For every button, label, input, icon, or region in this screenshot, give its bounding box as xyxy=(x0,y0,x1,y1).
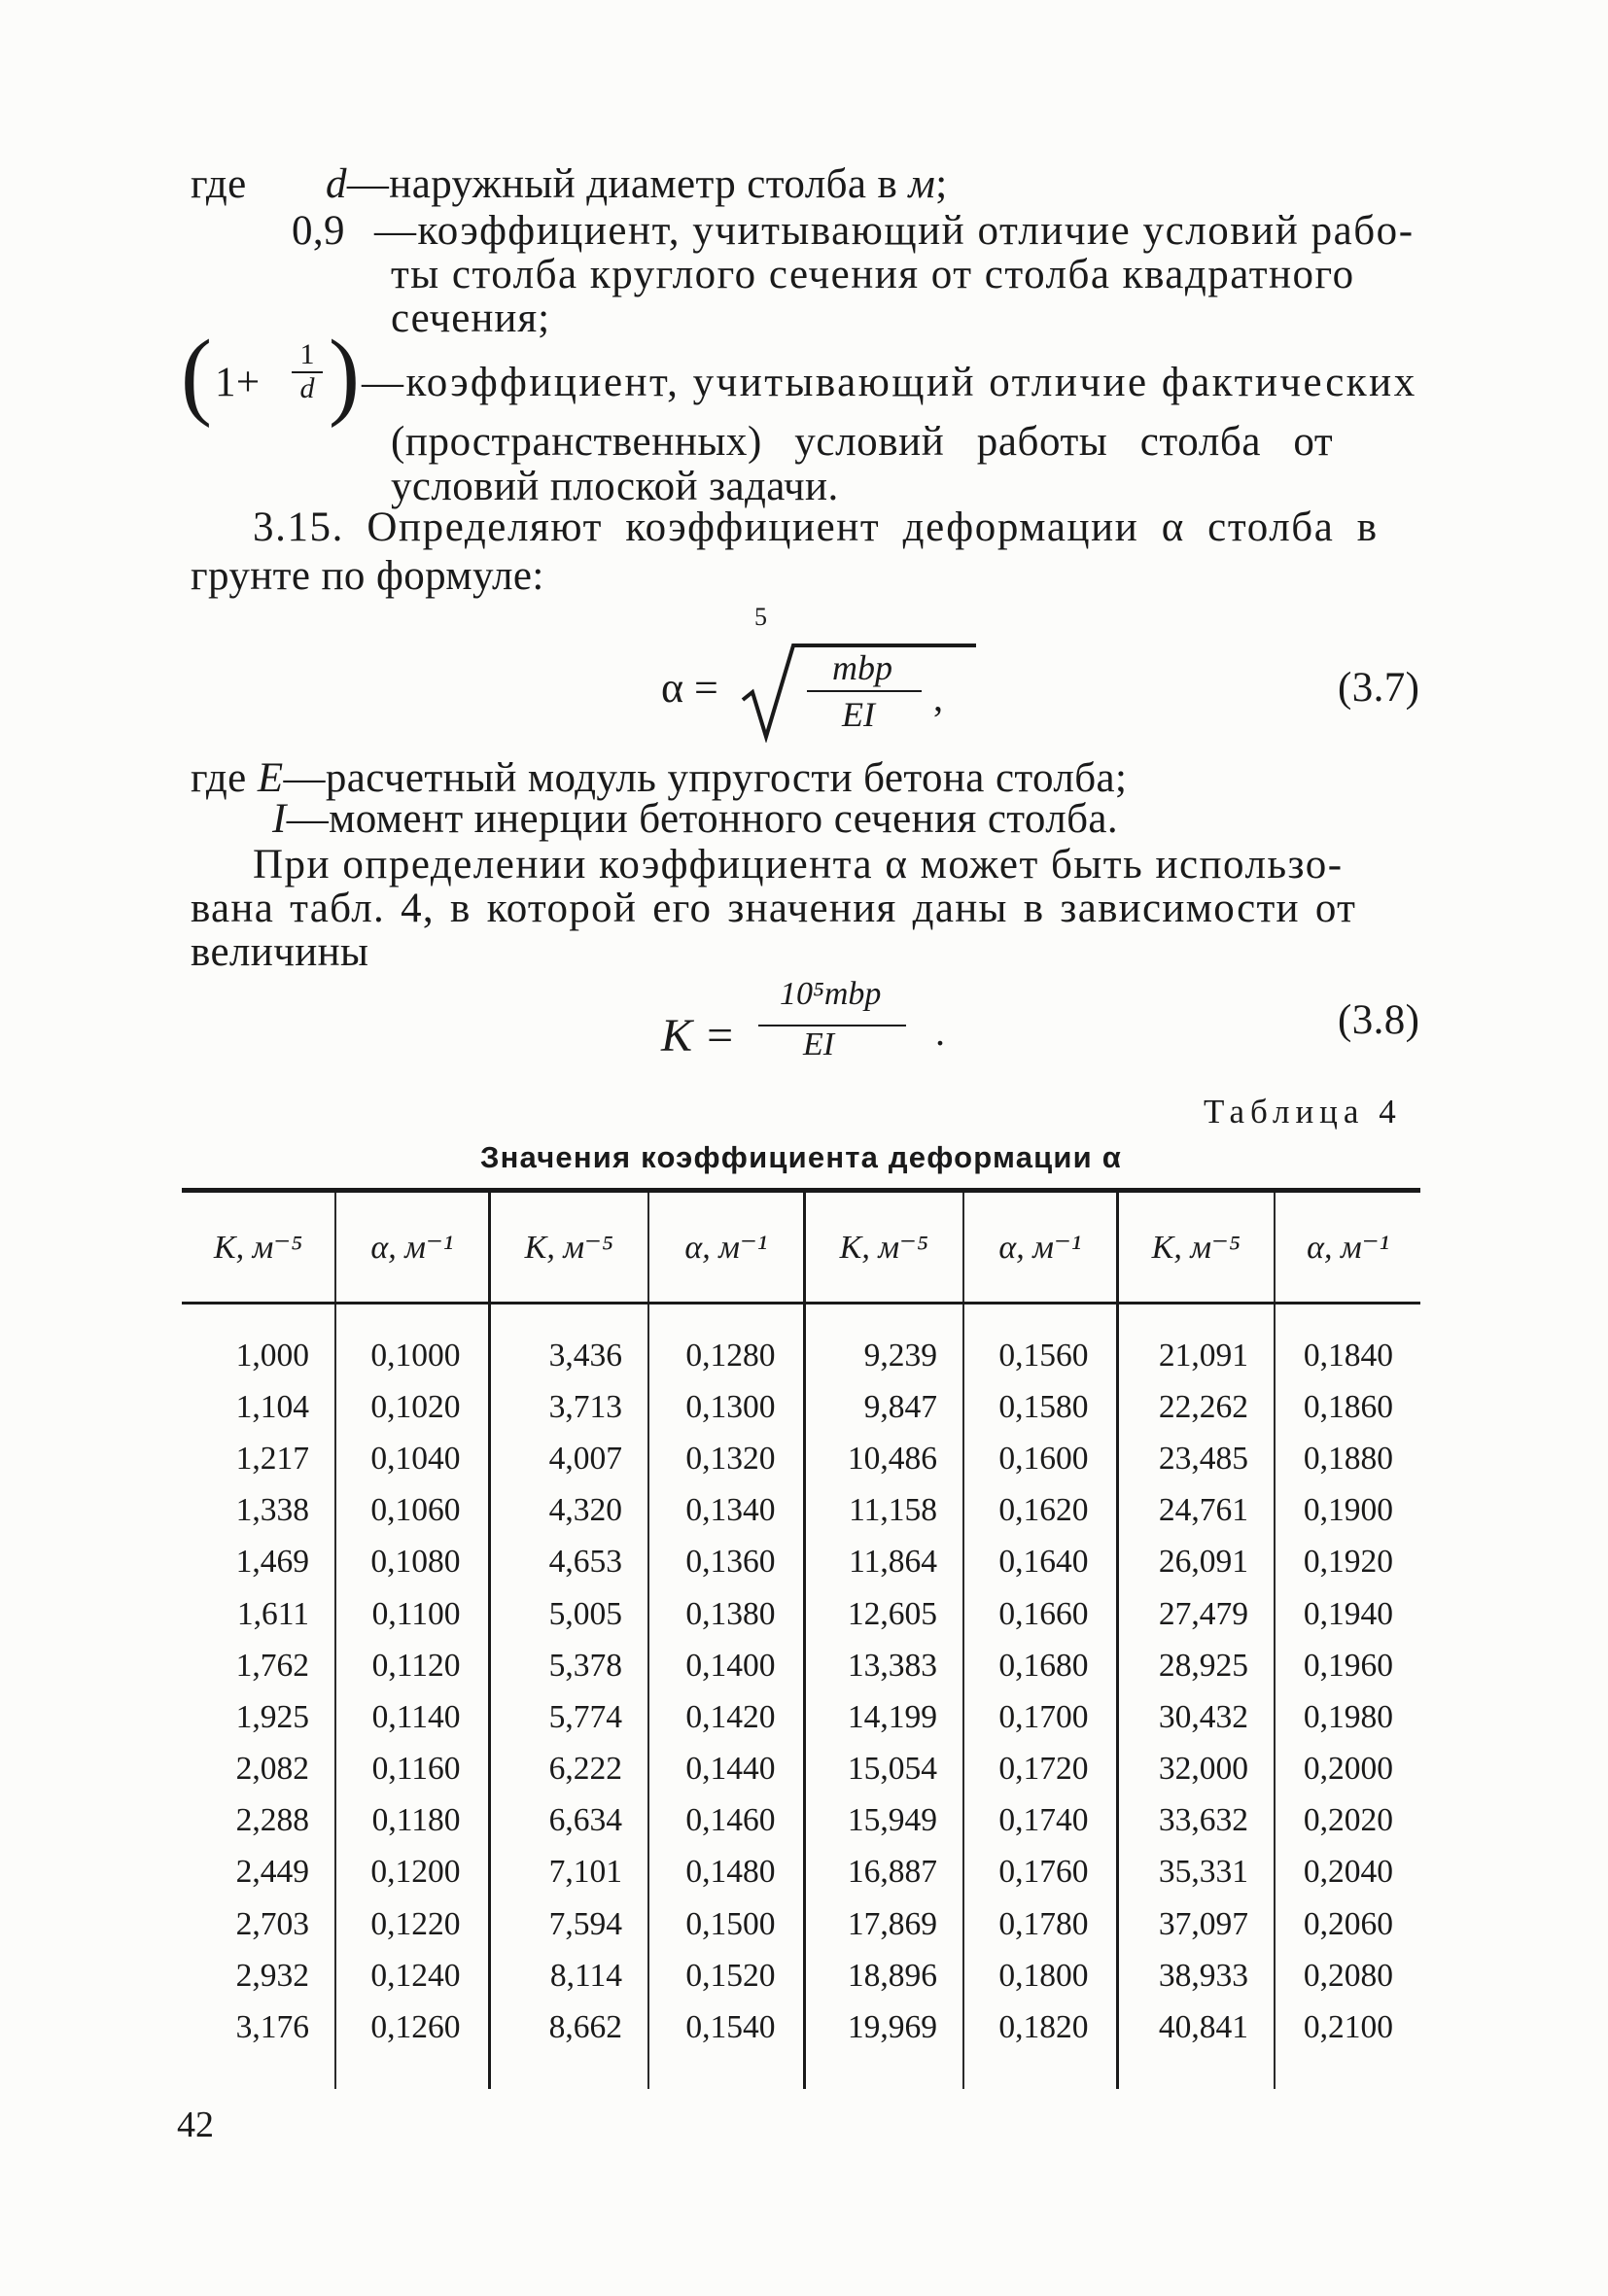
cell-k: 4,320 xyxy=(489,1485,648,1537)
cell-k: 19,969 xyxy=(804,2001,963,2053)
formula-3-7-number: (3.7) xyxy=(1338,665,1420,711)
table-tail-row xyxy=(182,2054,1420,2089)
cell-alpha: 0,2060 xyxy=(1275,1898,1420,1950)
cell-alpha: 0,1380 xyxy=(648,1588,804,1640)
cell-k: 6,222 xyxy=(489,1744,648,1795)
coef-09-line-2: ты столба круглого сечения от столба квадратного xyxy=(391,252,1355,297)
coef-09-line-1: —коэффициент, учитывающий отличие условий рабо- xyxy=(374,208,1415,254)
cell-k: 2,932 xyxy=(235,1957,309,1994)
cell-k: 8,114 xyxy=(489,1950,648,2001)
cell-k: 2,449 xyxy=(235,1854,309,1891)
definition-E-text: —расчетный модуль упругости бетона столба; xyxy=(283,755,1128,801)
cell-alpha: 0,1960 xyxy=(1275,1640,1420,1691)
left-paren: ( xyxy=(181,319,212,429)
cell-alpha: 0,1520 xyxy=(648,1950,804,2001)
cell-alpha: 0,1800 xyxy=(963,1950,1117,2001)
cell-alpha: 0,1720 xyxy=(963,1744,1117,1795)
cell-k: 3,713 xyxy=(489,1381,648,1433)
table-label: Таблица 4 xyxy=(1204,1093,1402,1131)
cell-k: 33,632 xyxy=(1117,1795,1275,1847)
cell-alpha: 0,2020 xyxy=(1275,1795,1420,1847)
coef-09-label: 0,9 xyxy=(292,208,345,254)
cell-k: 30,432 xyxy=(1117,1691,1275,1743)
table-spacer-row xyxy=(182,1304,1420,1331)
cell-k: 7,101 xyxy=(489,1847,648,1898)
cell-k: 1,000 xyxy=(235,1337,309,1374)
header-k-4: K, м⁻⁵ xyxy=(1117,1191,1275,1304)
cell-alpha: 0,1340 xyxy=(648,1485,804,1537)
cell-alpha: 0,1160 xyxy=(335,1744,489,1795)
cell-alpha: 0,1100 xyxy=(335,1588,489,1640)
header-alpha-4: α, м⁻¹ xyxy=(1275,1191,1420,1304)
unit-m: м xyxy=(908,161,936,207)
coef-09-line-3: сечения; xyxy=(391,296,551,341)
header-k-3: K, м⁻⁵ xyxy=(804,1191,963,1304)
definition-d-text: —наружный диаметр столба в xyxy=(346,161,909,207)
definition-d-end: ; xyxy=(935,161,948,207)
cell-k: 38,933 xyxy=(1117,1950,1275,2001)
table-row xyxy=(182,1847,1420,1898)
formula-3-8-lhs-text: K = xyxy=(661,1010,736,1061)
cell-k: 4,007 xyxy=(489,1433,648,1484)
cell-k: 28,925 xyxy=(1117,1640,1275,1691)
cell-k: 27,479 xyxy=(1117,1588,1275,1640)
cell-k: 4,653 xyxy=(489,1537,648,1588)
formula-3-8-den: EI xyxy=(803,1026,835,1062)
expr-line-3: условий плоской задачи. xyxy=(391,464,839,509)
cell-alpha: 0,1780 xyxy=(963,1898,1117,1950)
cell-alpha: 0,1240 xyxy=(335,1950,489,2001)
expr-fraction xyxy=(290,338,325,404)
cell-alpha: 0,1200 xyxy=(335,1847,489,1898)
table-row xyxy=(182,1640,1420,1691)
where-lead: где xyxy=(191,161,247,207)
cell-alpha: 0,1480 xyxy=(648,1847,804,1898)
table-row xyxy=(182,2001,1420,2053)
symbol-E: E xyxy=(257,755,284,801)
formula-3-8-dot: . xyxy=(935,1010,945,1054)
cell-alpha: 0,1600 xyxy=(963,1433,1117,1484)
formula-3-8-number: (3.8) xyxy=(1338,997,1420,1043)
header-alpha-2: α, м⁻¹ xyxy=(648,1191,804,1304)
cell-k: 12,605 xyxy=(804,1588,963,1640)
formula-3-8-lhs xyxy=(661,1009,735,1062)
cell-k: 18,896 xyxy=(804,1950,963,2001)
cell-alpha: 0,1900 xyxy=(1275,1485,1420,1537)
where-list-1 xyxy=(191,160,247,208)
formula-3-7 xyxy=(651,603,972,739)
table-row xyxy=(182,1537,1420,1588)
cell-alpha: 0,2040 xyxy=(1275,1847,1420,1898)
cell-alpha: 0,1040 xyxy=(335,1433,489,1484)
cell-alpha: 0,1120 xyxy=(335,1640,489,1691)
cell-alpha: 0,1860 xyxy=(1275,1381,1420,1433)
cell-k: 6,634 xyxy=(489,1795,648,1847)
cell-k: 2,082 xyxy=(235,1751,309,1788)
cell-k: 9,847 xyxy=(804,1381,963,1433)
cell-k: 1,104 xyxy=(235,1388,309,1425)
table-row xyxy=(182,1381,1420,1433)
cell-alpha: 0,1640 xyxy=(963,1537,1117,1588)
cell-k: 15,054 xyxy=(804,1744,963,1795)
definition-I xyxy=(272,795,1118,843)
expr-fraction-den: d xyxy=(299,372,315,404)
formula-3-7-bar xyxy=(807,690,922,692)
paragraph-line-2: вана табл. 4, в которой его значения даны в зависимости от xyxy=(191,886,1357,931)
cell-k: 3,436 xyxy=(489,1330,648,1381)
cell-alpha: 0,1320 xyxy=(648,1433,804,1484)
cell-k: 1,469 xyxy=(235,1544,309,1581)
cell-k: 26,091 xyxy=(1117,1537,1275,1588)
page-number: 42 xyxy=(177,2105,214,2145)
cell-alpha: 0,1760 xyxy=(963,1847,1117,1898)
table-body xyxy=(182,1304,1420,2089)
formula-3-7-num: mbp xyxy=(832,648,892,687)
header-alpha-1: α, м⁻¹ xyxy=(335,1191,489,1304)
cell-alpha: 0,1560 xyxy=(963,1330,1117,1381)
cell-alpha: 0,1080 xyxy=(335,1537,489,1588)
cell-alpha: 0,1360 xyxy=(648,1537,804,1588)
cell-alpha: 0,1580 xyxy=(963,1381,1117,1433)
cell-alpha: 0,1300 xyxy=(648,1381,804,1433)
cell-k: 10,486 xyxy=(804,1433,963,1484)
cell-k: 7,594 xyxy=(489,1898,648,1950)
cell-alpha: 0,1280 xyxy=(648,1330,804,1381)
cell-k: 23,485 xyxy=(1117,1433,1275,1484)
expr-line-2: (пространственных) условий работы столба от xyxy=(391,419,1334,465)
table-row xyxy=(182,1691,1420,1743)
cell-alpha: 0,1180 xyxy=(335,1795,489,1847)
cell-alpha: 0,1820 xyxy=(963,2001,1117,2053)
table-row xyxy=(182,1795,1420,1847)
symbol-I: I xyxy=(272,796,287,842)
cell-k: 16,887 xyxy=(804,1847,963,1898)
cell-k: 35,331 xyxy=(1117,1847,1275,1898)
cell-k: 5,774 xyxy=(489,1691,648,1743)
cell-k: 5,378 xyxy=(489,1640,648,1691)
header-alpha-3: α, м⁻¹ xyxy=(963,1191,1117,1304)
cell-alpha: 0,2100 xyxy=(1275,2001,1420,2053)
cell-k: 1,217 xyxy=(235,1440,309,1477)
cell-alpha: 0,1060 xyxy=(335,1485,489,1537)
cell-alpha: 0,1660 xyxy=(963,1588,1117,1640)
table-row xyxy=(182,1898,1420,1950)
cell-alpha: 0,1680 xyxy=(963,1640,1117,1691)
cell-k: 32,000 xyxy=(1117,1744,1275,1795)
right-paren: ) xyxy=(329,319,360,429)
cell-k: 22,262 xyxy=(1117,1381,1275,1433)
cell-k: 15,949 xyxy=(804,1795,963,1847)
root-index: 5 xyxy=(754,603,767,631)
cell-alpha: 0,1920 xyxy=(1275,1537,1420,1588)
cell-k: 11,158 xyxy=(804,1485,963,1537)
section-315-line-1: 3.15. Определяют коэффициент деформации α столба в xyxy=(253,504,1379,550)
formula-3-7-den: EI xyxy=(842,695,875,734)
table-row xyxy=(182,1485,1420,1537)
table-header-row xyxy=(182,1191,1420,1304)
cell-k: 2,703 xyxy=(235,1905,309,1942)
cell-alpha: 0,1420 xyxy=(648,1691,804,1743)
formula-3-8 xyxy=(661,972,972,1079)
table-row xyxy=(182,1330,1420,1381)
cell-alpha: 0,1220 xyxy=(335,1898,489,1950)
definition-I-text: —момент инерции бетонного сечения столба. xyxy=(286,796,1119,842)
cell-k: 37,097 xyxy=(1117,1898,1275,1950)
table-title: Значения коэффициента деформации α xyxy=(480,1140,1123,1174)
cell-k: 13,383 xyxy=(804,1640,963,1691)
cell-k: 8,662 xyxy=(489,2001,648,2053)
cell-k: 5,005 xyxy=(489,1588,648,1640)
cell-alpha: 0,1260 xyxy=(335,2001,489,2053)
table-row xyxy=(182,1744,1420,1795)
cell-alpha: 0,2000 xyxy=(1275,1744,1420,1795)
cell-k: 1,762 xyxy=(235,1647,309,1684)
symbol-d: d xyxy=(326,161,347,207)
paragraph-line-1: При определении коэффициента α может быть использо- xyxy=(253,842,1344,887)
cell-k: 1,925 xyxy=(235,1698,309,1735)
cell-k: 17,869 xyxy=(804,1898,963,1950)
cell-alpha: 0,1940 xyxy=(1275,1588,1420,1640)
cell-alpha: 0,1840 xyxy=(1275,1330,1420,1381)
header-k-1: K, м⁻⁵ xyxy=(182,1191,335,1304)
cell-alpha: 0,1980 xyxy=(1275,1691,1420,1743)
header-k-2: K, м⁻⁵ xyxy=(489,1191,648,1304)
cell-alpha: 0,1540 xyxy=(648,2001,804,2053)
cell-k: 3,176 xyxy=(235,2009,309,2046)
cell-alpha: 0,1000 xyxy=(335,1330,489,1381)
cell-alpha: 0,1740 xyxy=(963,1795,1117,1847)
cell-k: 21,091 xyxy=(1117,1330,1275,1381)
cell-alpha: 0,1620 xyxy=(963,1485,1117,1537)
table-row xyxy=(182,1433,1420,1484)
where2-lead: где xyxy=(191,755,247,801)
cell-alpha: 0,1400 xyxy=(648,1640,804,1691)
formula-3-7-lhs: α = xyxy=(661,664,718,712)
table-row xyxy=(182,1588,1420,1640)
cell-k: 2,288 xyxy=(235,1802,309,1839)
cell-alpha: 0,1440 xyxy=(648,1744,804,1795)
coefficient-table xyxy=(182,1188,1420,2089)
cell-alpha: 0,1140 xyxy=(335,1691,489,1743)
expr-one-plus: 1+ xyxy=(215,360,261,405)
cell-k: 24,761 xyxy=(1117,1485,1275,1537)
cell-alpha: 0,1020 xyxy=(335,1381,489,1433)
cell-k: 9,239 xyxy=(804,1330,963,1381)
expr-line-1: —коэффициент, учитывающий отличие фактических xyxy=(362,360,1417,405)
expr-fraction-num: 1 xyxy=(299,338,315,370)
cell-k: 14,199 xyxy=(804,1691,963,1743)
formula-3-7-comma: , xyxy=(933,676,943,719)
cell-alpha: 0,1500 xyxy=(648,1898,804,1950)
definition-d xyxy=(326,160,948,208)
section-315-line-2: грунте по формуле: xyxy=(191,553,544,599)
cell-alpha: 0,2080 xyxy=(1275,1950,1420,2001)
cell-k: 1,338 xyxy=(235,1492,309,1529)
cell-alpha: 0,1880 xyxy=(1275,1433,1420,1484)
cell-k: 1,611 xyxy=(236,1595,309,1632)
paragraph-line-3: величины xyxy=(191,929,369,975)
formula-3-8-num: 10⁵mbp xyxy=(780,976,882,1012)
cell-alpha: 0,1460 xyxy=(648,1795,804,1847)
cell-k: 11,864 xyxy=(804,1537,963,1588)
table-row xyxy=(182,1950,1420,2001)
cell-alpha: 0,1700 xyxy=(963,1691,1117,1743)
cell-k: 40,841 xyxy=(1117,2001,1275,2053)
